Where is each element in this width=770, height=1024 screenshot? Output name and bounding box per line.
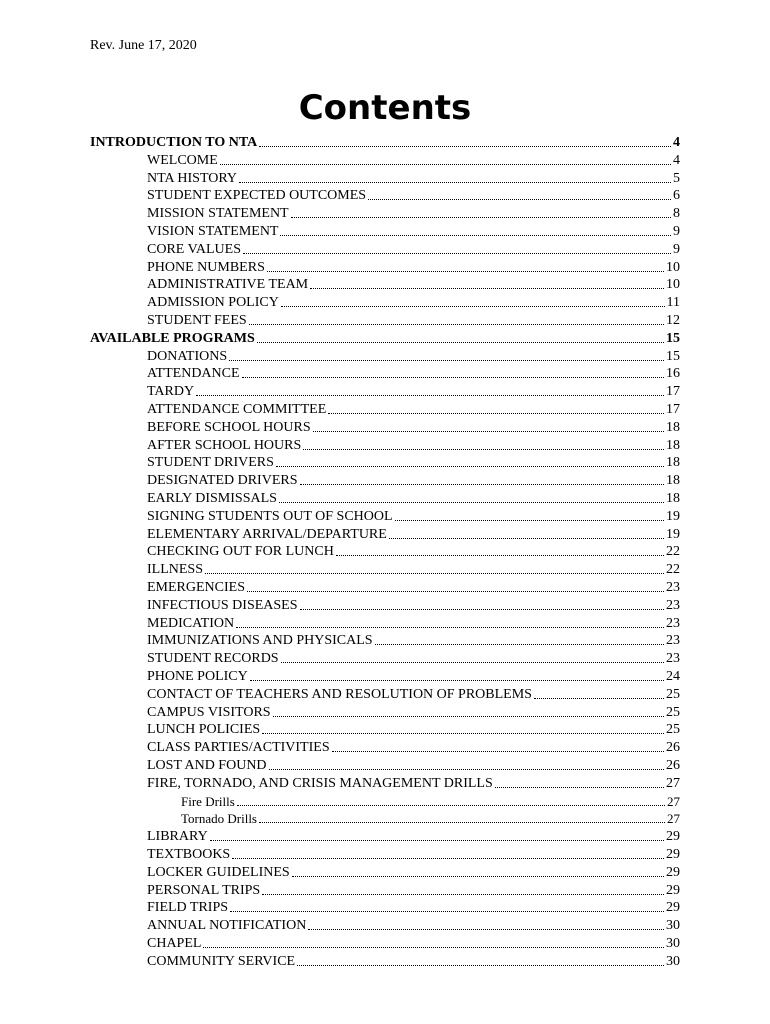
- toc-dot-leader: [273, 716, 664, 717]
- toc-entry-page: 15: [666, 348, 680, 364]
- toc-dot-leader: [310, 288, 664, 289]
- toc-entry[interactable]: [147, 187, 680, 205]
- toc-dot-leader: [269, 769, 664, 770]
- toc-dot-leader: [336, 555, 664, 556]
- toc-entry-label: TARDY: [147, 384, 195, 400]
- toc-entry[interactable]: [181, 810, 680, 828]
- toc-entry[interactable]: [147, 490, 680, 508]
- toc-entry-label: TEXTBOOKS: [147, 847, 231, 862]
- toc-entry-page: 4: [673, 135, 680, 150]
- toc-entry[interactable]: [90, 134, 680, 152]
- toc-dot-leader: [230, 911, 664, 912]
- toc-entry-page: 29: [666, 847, 680, 862]
- toc-entry-page: 5: [673, 170, 680, 186]
- toc-dot-leader: [237, 805, 665, 806]
- page-title: Contents: [298, 88, 472, 128]
- toc-dot-leader: [247, 591, 664, 592]
- toc-entry-label: ATTENDANCE: [147, 366, 240, 382]
- toc-entry-label: DONATIONS: [147, 348, 228, 364]
- toc-entry[interactable]: [147, 241, 680, 259]
- toc-entry-label: STUDENT EXPECTED OUTCOMES: [147, 188, 367, 204]
- toc-dot-leader: [243, 253, 671, 254]
- toc-dot-leader: [205, 573, 664, 574]
- toc-entry-label: INFECTIOUS DISEASES: [147, 597, 298, 613]
- toc-dot-leader: [279, 502, 664, 503]
- toc-dot-leader: [328, 413, 664, 414]
- toc-entry-label: CHAPEL: [147, 936, 202, 951]
- toc-entry[interactable]: [147, 276, 680, 294]
- toc-entry[interactable]: [147, 739, 680, 757]
- toc-entry-label: EARLY DISMISSALS: [147, 491, 277, 506]
- toc-entry[interactable]: [147, 846, 680, 864]
- toc-dot-leader: [534, 698, 664, 699]
- toc-entry-page: 10: [666, 277, 680, 293]
- toc-entry[interactable]: [90, 330, 680, 348]
- toc-entry-page: 19: [666, 508, 680, 524]
- toc-entry-label: CHECKING OUT FOR LUNCH: [147, 544, 334, 560]
- toc-entry-page: 29: [666, 900, 680, 916]
- toc-entry-page: 18: [666, 455, 680, 471]
- toc-entry-page: 29: [666, 829, 680, 845]
- toc-entry-page: 4: [673, 152, 680, 168]
- toc-entry[interactable]: [147, 757, 680, 775]
- toc-entry[interactable]: [147, 882, 680, 900]
- toc-entry[interactable]: [147, 259, 680, 277]
- toc-entry-page: 18: [666, 473, 680, 489]
- toc-entry-label: ADMINISTRATIVE TEAM: [147, 277, 309, 293]
- toc-dot-leader: [300, 484, 665, 485]
- toc-entry-label: STUDENT RECORDS: [147, 651, 279, 667]
- toc-entry-label: ILLNESS: [147, 562, 203, 578]
- toc-entry[interactable]: [147, 668, 680, 686]
- toc-entry-label: CORE VALUES: [147, 241, 242, 257]
- toc-entry-label: CLASS PARTIES/ACTIVITIES: [147, 740, 330, 756]
- toc-entry-label: CAMPUS VISITORS: [147, 704, 271, 720]
- toc-entry-page: 18: [666, 419, 680, 435]
- toc-entry[interactable]: [147, 205, 680, 223]
- toc-entry-label: EMERGENCIES: [147, 580, 245, 595]
- toc-entry[interactable]: [147, 561, 680, 579]
- toc-dot-leader: [313, 431, 664, 432]
- toc-entry-label: LOCKER GUIDELINES: [147, 864, 290, 880]
- toc-entry-label: FIELD TRIPS: [147, 900, 229, 916]
- toc-entry[interactable]: [147, 579, 680, 597]
- toc-entry[interactable]: [147, 953, 680, 971]
- toc-entry-label: CONTACT OF TEACHERS AND RESOLUTION OF PROBLEMS: [147, 686, 532, 702]
- toc-entry-label: ANNUAL NOTIFICATION: [147, 918, 307, 934]
- toc-entry-page: 9: [673, 241, 680, 257]
- toc-dot-leader: [232, 858, 664, 859]
- toc-entry-page: 19: [666, 526, 680, 542]
- toc-entry-page: 6: [673, 188, 680, 204]
- toc-entry[interactable]: [147, 170, 680, 188]
- toc-entry-page: 15: [666, 330, 680, 346]
- toc-entry-label: STUDENT FEES: [147, 313, 247, 328]
- toc-entry-page: 27: [666, 775, 680, 791]
- toc-entry[interactable]: [147, 526, 680, 544]
- toc-dot-leader: [368, 199, 671, 200]
- toc-dot-leader: [203, 947, 664, 948]
- toc-entry-page: 30: [666, 953, 680, 969]
- toc-entry[interactable]: [147, 419, 680, 437]
- toc-entry[interactable]: [147, 686, 680, 704]
- toc-dot-leader: [267, 271, 664, 272]
- toc-entry-page: 22: [666, 544, 680, 560]
- toc-entry-label: MISSION STATEMENT: [147, 206, 289, 222]
- toc-dot-leader: [249, 324, 664, 325]
- toc-entry-label: LIBRARY: [147, 829, 208, 845]
- toc-dot-leader: [292, 876, 664, 877]
- toc-entry[interactable]: [147, 721, 680, 739]
- toc-entry[interactable]: [147, 704, 680, 722]
- toc-entry[interactable]: [147, 508, 680, 526]
- toc-entry-label: VISION STATEMENT: [147, 224, 279, 239]
- toc-entry-page: 29: [666, 864, 680, 880]
- toc-entry-page: 17: [666, 384, 680, 400]
- toc-dot-leader: [250, 680, 664, 681]
- toc-dot-leader: [239, 182, 671, 183]
- toc-dot-leader: [375, 644, 664, 645]
- toc-dot-leader: [229, 360, 664, 361]
- toc-entry-label: PHONE NUMBERS: [147, 259, 265, 275]
- toc-dot-leader: [257, 342, 664, 343]
- toc-entry-label: INTRODUCTION TO NTA: [90, 135, 258, 150]
- toc-entry-page: 16: [666, 366, 680, 382]
- toc-dot-leader: [220, 164, 671, 165]
- toc-entry-page: 25: [666, 704, 680, 720]
- toc-entry-label: NTA HISTORY: [147, 170, 238, 186]
- toc-entry[interactable]: [147, 632, 680, 650]
- toc-entry-page: 11: [666, 295, 680, 311]
- toc-entry-page: 8: [673, 206, 680, 222]
- toc-entry-label: IMMUNIZATIONS AND PHYSICALS: [147, 633, 373, 649]
- toc-entry-page: 23: [666, 633, 680, 649]
- toc-dot-leader: [291, 217, 671, 218]
- toc-entry-page: 25: [666, 686, 680, 702]
- toc-entry-label: STUDENT DRIVERS: [147, 455, 274, 471]
- toc-dot-leader: [280, 235, 671, 236]
- toc-entry-label: ADMISSION POLICY: [147, 295, 279, 311]
- toc-dot-leader: [262, 894, 664, 895]
- toc-dot-leader: [389, 538, 664, 539]
- toc-entry-label: PHONE POLICY: [147, 669, 248, 684]
- toc-entry-label: AFTER SCHOOL HOURS: [147, 437, 302, 453]
- toc-entry-page: 22: [666, 562, 680, 578]
- toc-entry[interactable]: [147, 917, 680, 935]
- toc-dot-leader: [395, 520, 664, 521]
- toc-dot-leader: [262, 733, 664, 734]
- toc-entry-label: DESIGNATED DRIVERS: [147, 473, 298, 489]
- toc-entry-page: 23: [666, 597, 680, 613]
- toc-entry[interactable]: [147, 294, 680, 312]
- toc-dot-leader: [242, 377, 664, 378]
- toc-dot-leader: [495, 787, 664, 788]
- toc-entry-page: 17: [666, 402, 680, 417]
- toc-entry[interactable]: [147, 899, 680, 917]
- toc-entry[interactable]: [147, 437, 680, 455]
- toc-entry[interactable]: [147, 454, 680, 472]
- toc-dot-leader: [300, 609, 664, 610]
- toc-entry-page: 24: [666, 669, 680, 684]
- toc-entry[interactable]: [147, 365, 680, 383]
- toc-entry-page: 26: [666, 740, 680, 756]
- toc-entry[interactable]: [147, 152, 680, 170]
- toc-entry-label: AVAILABLE PROGRAMS: [90, 330, 255, 346]
- toc-entry-label: MEDICATION: [147, 615, 235, 631]
- toc-entry-label: LUNCH POLICIES: [147, 722, 261, 738]
- toc-entry-label: SIGNING STUDENTS OUT OF SCHOOL: [147, 508, 393, 524]
- revision-date: Rev. June 17, 2020: [90, 38, 197, 53]
- toc-entry-label: WELCOME: [147, 152, 218, 168]
- toc-dot-leader: [276, 466, 664, 467]
- toc-entry-page: 27: [667, 811, 680, 827]
- toc-entry-page: 23: [666, 651, 680, 667]
- toc-entry-label: COMMUNITY SERVICE: [147, 953, 296, 969]
- toc-entry-page: 10: [666, 259, 680, 275]
- toc-dot-leader: [281, 662, 664, 663]
- toc-entry[interactable]: [147, 312, 680, 330]
- toc-entry-page: 23: [666, 615, 680, 631]
- toc-entry-page: 30: [666, 936, 680, 951]
- toc-entry-page: 18: [666, 491, 680, 506]
- toc-dot-leader: [196, 395, 664, 396]
- toc-entry[interactable]: [147, 864, 680, 882]
- toc-entry-label: ATTENDANCE COMMITTEE: [147, 402, 327, 417]
- toc-dot-leader: [236, 627, 664, 628]
- toc-entry[interactable]: [147, 348, 680, 366]
- toc-dot-leader: [308, 929, 664, 930]
- toc-dot-leader: [281, 306, 665, 307]
- toc-dot-leader: [210, 840, 664, 841]
- toc-entry-page: 25: [666, 722, 680, 738]
- toc-entry[interactable]: [147, 383, 680, 401]
- toc-dot-leader: [297, 965, 664, 966]
- toc-entry-page: 18: [666, 437, 680, 453]
- toc-entry-label: ELEMENTARY ARRIVAL/DEPARTURE: [147, 526, 387, 542]
- toc-entry-page: 23: [666, 580, 680, 595]
- toc-entry[interactable]: [147, 543, 680, 561]
- toc-dot-leader: [259, 146, 671, 147]
- toc-entry-label: Fire Drills: [181, 793, 235, 809]
- toc-dot-leader: [259, 822, 665, 823]
- toc-entry[interactable]: [147, 828, 680, 846]
- toc-entry[interactable]: [147, 935, 680, 953]
- toc-entry-page: 12: [666, 313, 680, 328]
- toc-entry-label: BEFORE SCHOOL HOURS: [147, 419, 311, 435]
- toc-entry[interactable]: [147, 401, 680, 419]
- toc-entry[interactable]: [147, 472, 680, 490]
- toc-entry-page: 30: [666, 918, 680, 934]
- toc-dot-leader: [303, 449, 664, 450]
- toc-entry[interactable]: [147, 597, 680, 615]
- toc-entry-label: Tornado Drills: [181, 811, 257, 827]
- toc-dot-leader: [332, 751, 664, 752]
- toc-entry-label: PERSONAL TRIPS: [147, 882, 261, 898]
- toc-entry-page: 26: [666, 758, 680, 773]
- toc-entry[interactable]: [181, 793, 680, 811]
- toc-entry-page: 29: [666, 882, 680, 898]
- toc-entry-page: 9: [673, 224, 680, 239]
- toc-entry[interactable]: [147, 223, 680, 241]
- toc-entry[interactable]: [147, 615, 680, 633]
- toc-entry-label: LOST AND FOUND: [147, 758, 267, 773]
- toc-entry-label: FIRE, TORNADO, AND CRISIS MANAGEMENT DRILLS: [147, 775, 493, 791]
- toc-entry-page: 27: [667, 793, 680, 809]
- toc-entry[interactable]: [147, 650, 680, 668]
- toc-entry[interactable]: [147, 775, 680, 793]
